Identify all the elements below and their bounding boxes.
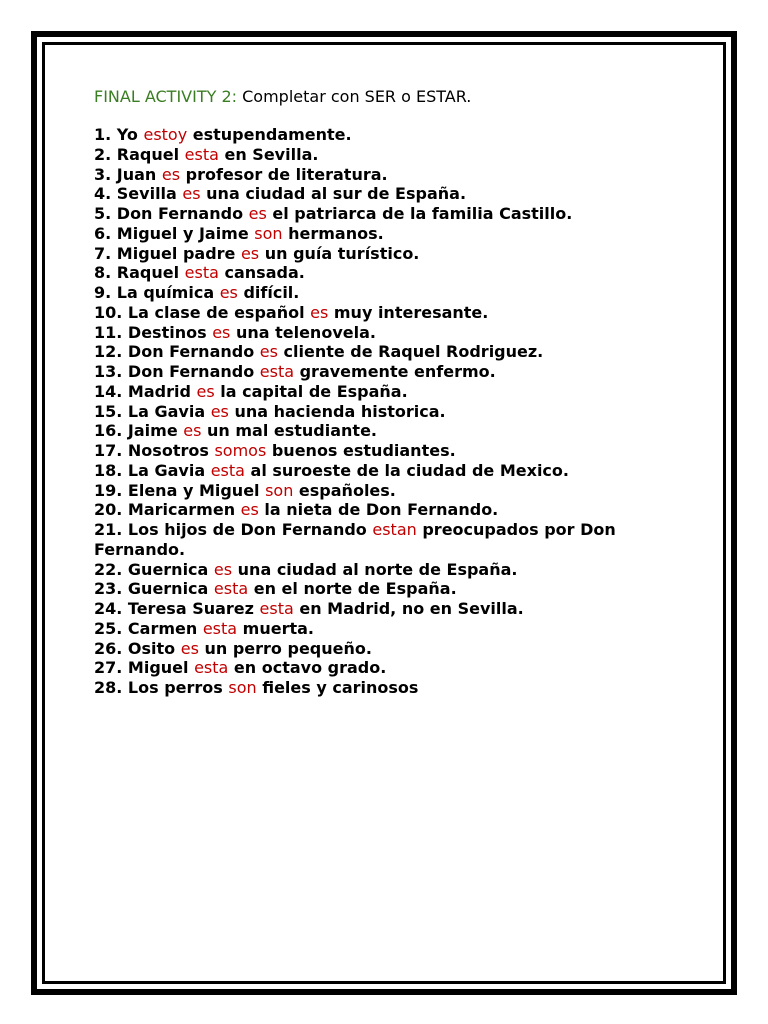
sentence-start: 5. Don Fernando: [94, 204, 249, 223]
sentence-start: 22. Guernica: [94, 559, 214, 579]
activity-instruction: Completar con SER o ESTAR.: [237, 87, 472, 106]
sentence-end: cansada.: [218, 263, 305, 283]
sentence-end: cliente de Raquel Rodriguez.: [277, 342, 544, 362]
answer-verb: es: [240, 243, 260, 263]
answer-verb: esta: [194, 658, 229, 678]
answer-verb: esta: [259, 362, 295, 381]
answer-verb: son: [228, 678, 257, 697]
sentence-end: una hacienda historica.: [228, 401, 446, 421]
answer-verb: somos: [214, 441, 267, 460]
sentence-start: 19. Elena y Miguel: [94, 480, 266, 500]
sentence-end: muy interesante.: [328, 302, 489, 322]
answer-verb: estoy: [143, 125, 188, 144]
sentence-start: 8. Raquel: [94, 263, 185, 283]
answer-verb: es: [248, 204, 267, 223]
exercise-item: [94, 165, 694, 185]
sentence-end: estupendamente.: [187, 125, 352, 144]
worksheet: [94, 87, 694, 698]
sentence-start: 17. Nosotros: [94, 441, 215, 460]
sentence-end: la capital de España.: [214, 381, 408, 401]
answer-verb: es: [161, 164, 181, 184]
exercise-item: [94, 342, 694, 362]
sentence-start: 11. Destinos: [94, 322, 213, 342]
sentence-end: en octavo grado.: [228, 658, 387, 678]
exercise-item: [94, 599, 694, 619]
sentence-end: una ciudad al norte de España.: [232, 559, 518, 579]
exercise-item: [94, 619, 694, 639]
sentence-end: muerta.: [237, 618, 314, 638]
sentence-start: 1. Yo: [94, 125, 144, 144]
sentence-start: 13. Don Fernando: [94, 362, 260, 381]
sentence-start: 14. Madrid: [94, 381, 197, 401]
sentence-end: una telenovela.: [230, 322, 376, 342]
answer-verb: es: [196, 381, 215, 401]
exercise-item: [94, 323, 694, 343]
sentence-end: un perro pequeño.: [198, 638, 372, 658]
exercise-item: [94, 125, 694, 145]
answer-verb: es: [182, 184, 201, 204]
sentence-start: 26. Osito: [94, 638, 181, 658]
exercise-item: [94, 204, 694, 224]
activity-label: FINAL ACTIVITY 2:: [94, 87, 238, 106]
answer-verb: es: [259, 342, 278, 362]
sentence-start: 7. Miguel padre: [94, 243, 241, 263]
exercise-item: [94, 303, 694, 323]
exercise-item: [94, 520, 694, 560]
sentence-end: preocupados por Don Fernando.: [94, 520, 616, 559]
exercise-item: [94, 362, 694, 382]
answer-verb: esta: [202, 618, 238, 638]
sentence-end: gravemente enfermo.: [294, 362, 496, 381]
exercise-item: [94, 658, 694, 678]
sentence-start: 4. Sevilla: [94, 184, 183, 204]
sentence-end: en Madrid, no en Sevilla.: [293, 599, 524, 618]
exercise-item: [94, 441, 694, 461]
sentence-end: difícil.: [237, 283, 300, 302]
sentence-start: 25. Carmen: [94, 618, 203, 638]
sentence-start: 16. Jaime: [94, 421, 184, 441]
answer-verb: esta: [184, 144, 219, 164]
exercise-item: [94, 421, 694, 441]
answer-verb: son: [265, 480, 294, 500]
exercise-item: [94, 678, 694, 698]
activity-heading: [94, 87, 694, 107]
exercise-item: [94, 283, 694, 303]
exercise-item: [94, 402, 694, 422]
exercise-item: [94, 481, 694, 501]
sentence-start: 23. Guernica: [94, 579, 214, 599]
sentence-end: un guía turístico.: [259, 243, 420, 263]
exercise-item: [94, 244, 694, 264]
answer-verb: es: [183, 421, 202, 441]
answer-verb: esta: [184, 263, 219, 283]
sentence-end: al suroeste de la ciudad de Mexico.: [244, 460, 569, 480]
sentence-end: españoles.: [293, 480, 396, 500]
sentence-start: 6. Miguel y Jaime: [94, 223, 255, 243]
sentence-start: 24. Teresa Suarez: [94, 599, 260, 618]
exercise-item: [94, 184, 694, 204]
exercise-item: [94, 579, 694, 599]
sentence-start: 28. Los perros: [94, 678, 229, 697]
exercise-item: [94, 224, 694, 244]
sentence-end: profesor de literatura.: [180, 164, 388, 184]
sentence-end: una ciudad al sur de España.: [200, 184, 467, 204]
answer-verb: es: [310, 302, 329, 322]
exercise-item: [94, 461, 694, 481]
exercise-item: [94, 560, 694, 580]
exercise-item: [94, 500, 694, 520]
exercise-item: [94, 263, 694, 283]
answer-verb: estan: [372, 520, 417, 539]
sentence-end: fieles y carinosos: [256, 678, 419, 697]
sentence-end: el patriarca de la familia Castillo.: [266, 204, 573, 223]
sentence-start: 21. Los hijos de Don Fernando: [94, 520, 373, 539]
answer-verb: esta: [259, 599, 294, 618]
exercise-item: [94, 145, 694, 165]
sentence-start: 20. Maricarmen: [94, 500, 241, 520]
exercise-list: [94, 125, 694, 698]
answer-verb: es: [219, 283, 238, 302]
answer-verb: son: [254, 223, 283, 243]
sentence-end: en el norte de España.: [248, 579, 457, 599]
answer-verb: es: [213, 559, 233, 579]
sentence-end: un mal estudiante.: [201, 421, 377, 441]
exercise-item: [94, 639, 694, 659]
sentence-start: 3. Juan: [94, 164, 162, 184]
answer-verb: es: [180, 638, 199, 658]
sentence-end: buenos estudiantes.: [266, 441, 456, 460]
answer-verb: es: [212, 322, 231, 342]
sentence-start: 12. Don Fernando: [94, 342, 260, 362]
sentence-end: en Sevilla.: [218, 144, 319, 164]
answer-verb: es: [210, 401, 229, 421]
answer-verb: es: [240, 500, 259, 520]
sentence-start: 2. Raquel: [94, 144, 185, 164]
sentence-start: 18. La Gavia: [94, 460, 211, 480]
answer-verb: esta: [210, 460, 245, 480]
sentence-end: la nieta de Don Fernando.: [258, 500, 499, 520]
exercise-item: [94, 382, 694, 402]
sentence-start: 27. Miguel: [94, 658, 195, 678]
sentence-start: 15. La Gavia: [94, 401, 211, 421]
sentence-end: hermanos.: [282, 223, 384, 243]
sentence-start: 9. La química: [94, 283, 220, 302]
sentence-start: 10. La clase de español: [94, 302, 311, 322]
answer-verb: esta: [213, 579, 249, 599]
